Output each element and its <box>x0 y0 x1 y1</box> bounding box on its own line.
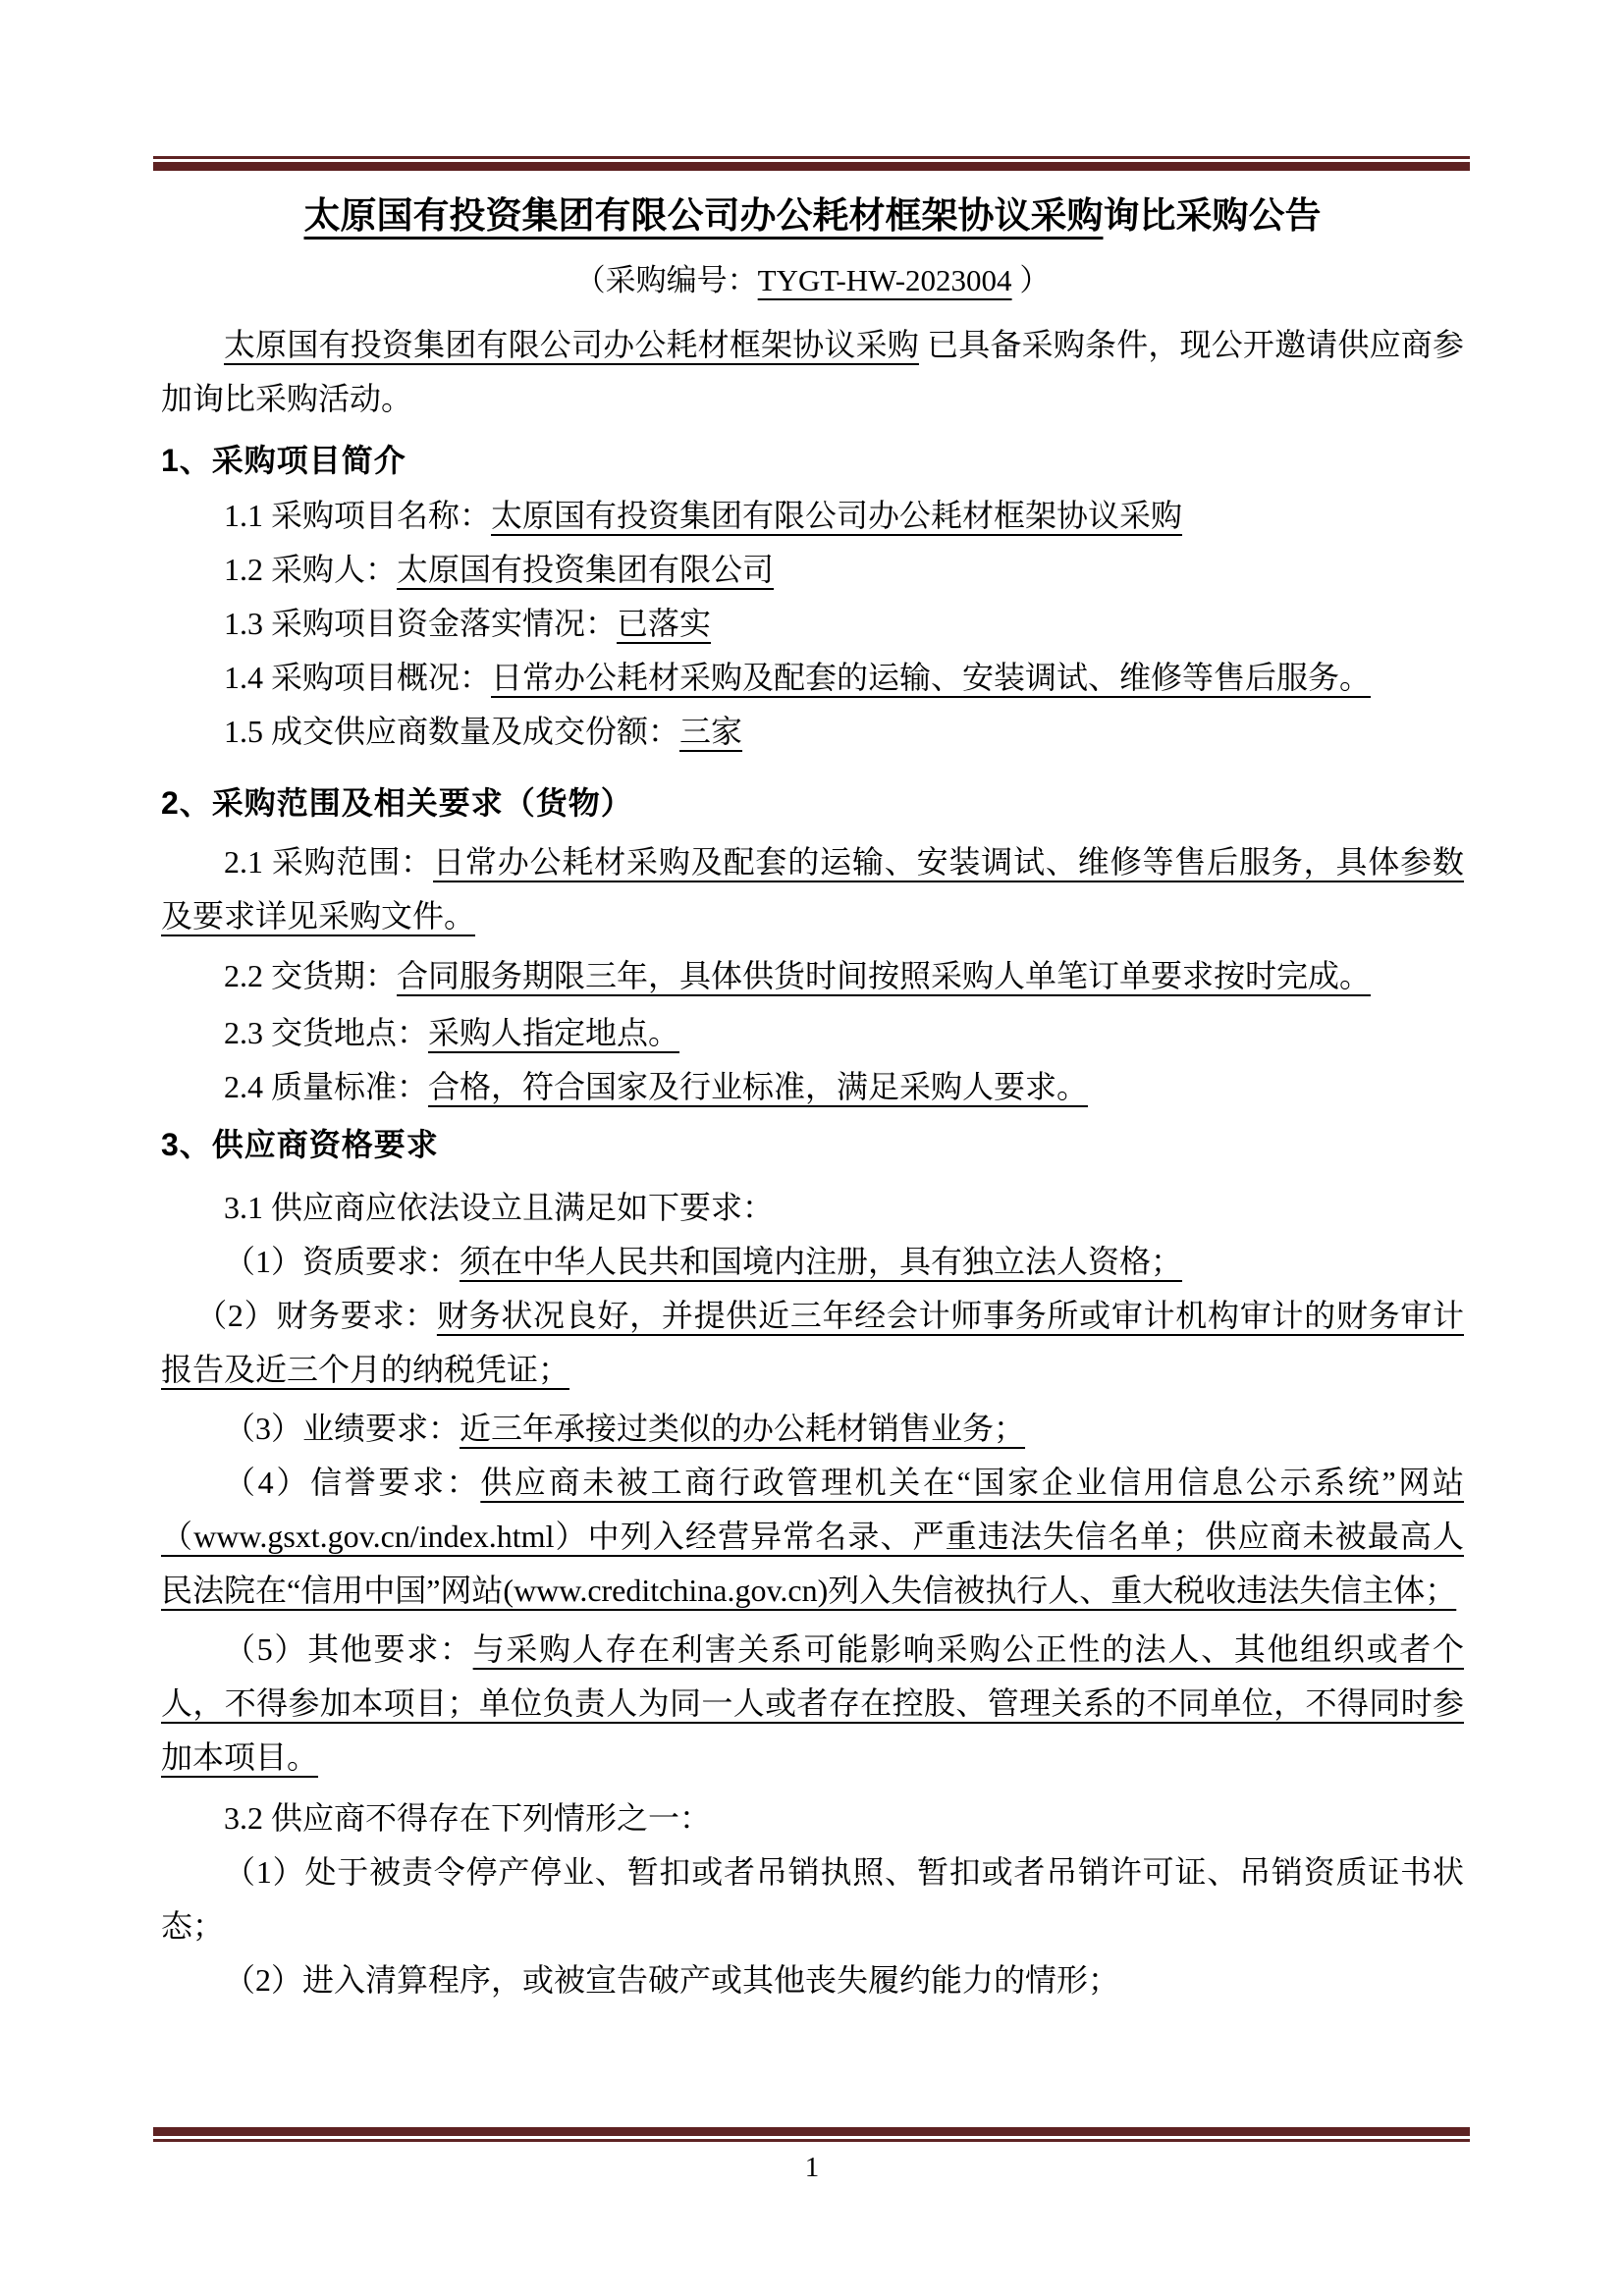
clause-3-1: 3.1 供应商应依法设立且满足如下要求： <box>224 1190 775 1225</box>
condition-1: （1）处于被责令停产停业、暂扣或者吊销执照、暂扣或者吊销许可证、吊销资质证书状态； <box>161 1854 1464 1944</box>
document-title-underlined: 太原国有投资集团有限公司办公耗材框架协议采购 <box>303 196 1104 237</box>
intro-plain: 已具备采购条件，现公开邀请供应商参加询比采购活动。 <box>161 327 1464 416</box>
clause-2-2-value: 合同服务期限三年，具体供货时间按照采购人单笔订单要求按时完成。 <box>397 958 1372 993</box>
clause-1-5 <box>161 705 1464 759</box>
requirement-2-value: 财务状况良好，并提供近三年经会计师事务所或审计机构审计的财务审计报告及近三个月的纳税凭证； <box>161 1298 1464 1387</box>
requirement-3-value: 近三年承接过类似的办公耗材销售业务； <box>460 1411 1026 1446</box>
section-1-heading: 1、采购项目简介 <box>161 443 406 478</box>
requirement-5-other <box>161 1623 1464 1785</box>
requirement-3-performance <box>161 1402 1464 1456</box>
document-title-plain: 询比采购公告 <box>1103 196 1322 237</box>
clause-1-1-value: 太原国有投资集团有限公司办公耗材框架协议采购 <box>491 498 1183 533</box>
requirement-1-value: 须在中华人民共和国境内注册，具有独立法人资格； <box>460 1244 1183 1279</box>
section-3-heading: 3、供应商资格要求 <box>161 1127 439 1162</box>
requirement-5-label: （5）其他要求： <box>224 1631 473 1667</box>
requirement-5-value: 与采购人存在利害关系可能影响采购公正性的法人、其他组织或者个人，不得参加本项目；单位负责人为同一人或者存在控股、管理关系的不同单位，不得同时参加本项目。 <box>161 1631 1464 1775</box>
requirement-2-financial <box>161 1289 1464 1397</box>
requirement-4-value: 供应商未被工商行政管理机关在“国家企业信用信息公示系统”网站（www.gsxt.gov.cn/index.html）中列入经营异常名录、严重违法失信名单；供应商未被最高人民法院在“信用中国”网站(www.creditchina.gov.cn)列入失信被执行人、重大税收违法失信主体； <box>161 1465 1464 1608</box>
clause-2-4 <box>161 1060 1464 1114</box>
footer-rule <box>153 2127 1470 2142</box>
clause-1-2-label: 1.2 采购人： <box>224 552 398 587</box>
condition-2: （2）进入清算程序，或被宣告破产或其他丧失履约能力的情形； <box>224 1962 1120 1998</box>
clause-2-2 <box>161 949 1464 1003</box>
header-rule-thin-line <box>153 156 1470 159</box>
clause-1-3 <box>161 597 1464 651</box>
requirement-4-label: （4）信誉要求： <box>224 1465 481 1500</box>
clause-1-3-value: 已落实 <box>617 606 712 641</box>
requirement-3-label: （3）业绩要求： <box>224 1411 460 1446</box>
footer-rule-thick-line <box>153 2127 1470 2136</box>
clause-2-1 <box>161 835 1464 943</box>
clause-1-4 <box>161 651 1464 705</box>
footer-rule-thin-line <box>153 2139 1470 2142</box>
requirement-1-qualification <box>161 1235 1464 1289</box>
procurement-number-suffix: ） <box>1011 263 1051 297</box>
clause-1-4-value: 日常办公耗材采购及配套的运输、安装调试、维修等售后服务。 <box>491 660 1372 695</box>
intro-paragraph <box>161 318 1464 426</box>
clause-1-5-value: 三家 <box>679 714 743 749</box>
clause-2-3-label: 2.3 交货地点： <box>224 1015 429 1050</box>
clause-2-3 <box>161 1006 1464 1060</box>
clause-1-1-label: 1.1 采购项目名称： <box>224 498 492 533</box>
clause-1-2-value: 太原国有投资集团有限公司 <box>397 552 775 587</box>
requirement-2-label: （2）财务要求： <box>195 1298 437 1333</box>
clause-1-3-label: 1.3 采购项目资金落实情况： <box>224 606 618 641</box>
clause-2-1-value: 日常办公耗材采购及配套的运输、安装调试、维修等售后服务，具体参数及要求详见采购文件。 <box>161 844 1464 934</box>
clause-3-2: 3.2 供应商不得存在下列情形之一： <box>224 1800 712 1836</box>
clause-1-2 <box>161 543 1464 597</box>
clause-2-1-label: 2.1 采购范围： <box>224 844 434 880</box>
clause-2-2-label: 2.2 交货期： <box>224 958 398 993</box>
requirement-4-reputation <box>161 1456 1464 1618</box>
intro-underlined: 太原国有投资集团有限公司办公耗材框架协议采购 <box>224 327 919 362</box>
document-title <box>161 192 1464 241</box>
clause-1-1 <box>161 489 1464 543</box>
procurement-number-code: TYGT-HW-2023004 <box>757 263 1012 297</box>
clause-1-5-label: 1.5 成交供应商数量及成交份额： <box>224 714 680 749</box>
requirement-1-label: （1）资质要求： <box>224 1244 460 1279</box>
procurement-number-line <box>161 259 1464 302</box>
clause-2-4-value: 合格，符合国家及行业标准，满足采购人要求。 <box>428 1069 1089 1104</box>
clause-2-3-value: 采购人指定地点。 <box>428 1015 680 1050</box>
clause-2-4-label: 2.4 质量标准： <box>224 1069 429 1104</box>
page-number: 1 <box>804 2152 820 2183</box>
document-content <box>161 169 1464 2007</box>
clause-1-4-label: 1.4 采购项目概况： <box>224 660 492 695</box>
procurement-number-prefix: （采购编号： <box>574 263 758 297</box>
section-2-heading: 2、采购范围及相关要求（货物） <box>161 785 633 821</box>
